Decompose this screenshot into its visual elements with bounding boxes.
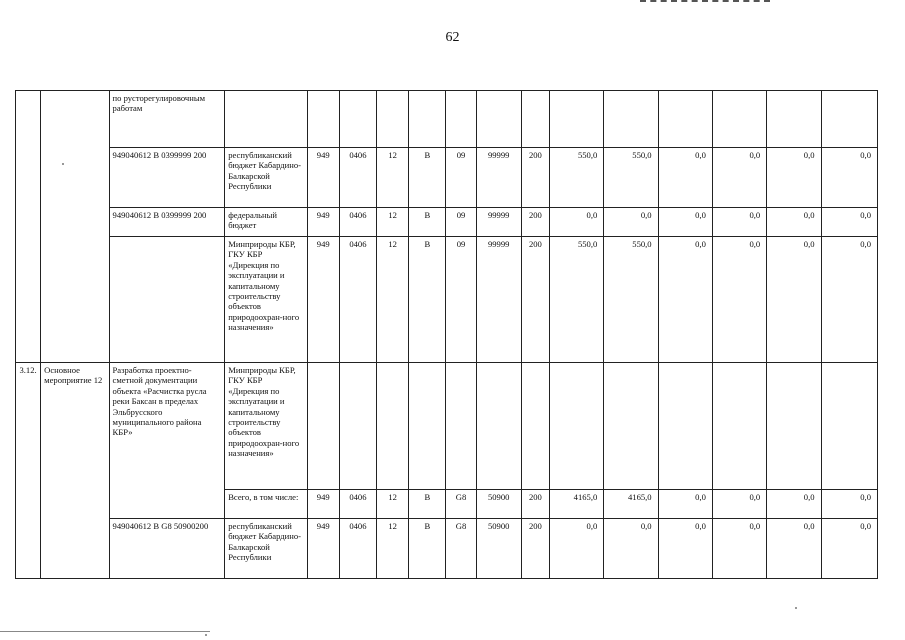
amount-cell <box>658 91 712 148</box>
direction-code-cell <box>476 363 521 490</box>
amount-cell <box>549 363 603 490</box>
amount-cell: 4165,0 <box>549 490 603 519</box>
section-code-cell: 0406 <box>339 208 376 237</box>
event-code-cell: 09 <box>446 208 476 237</box>
expense-type-cell: 200 <box>521 519 549 579</box>
source-cell <box>225 91 307 148</box>
event-code-cell: G8 <box>446 490 476 519</box>
subprogram-code-cell: В <box>409 208 446 237</box>
amount-cell: 0,0 <box>767 208 821 237</box>
expense-type-cell <box>521 91 549 148</box>
subprogram-code-cell: В <box>409 148 446 208</box>
program-code-cell <box>377 363 409 490</box>
table-row <box>16 519 878 579</box>
description-cell: 949040612 В G8 50900200 <box>109 519 225 579</box>
table-row <box>16 237 878 363</box>
table-row <box>16 363 878 490</box>
program-code-cell: 12 <box>377 208 409 237</box>
section-code-cell: 0406 <box>339 490 376 519</box>
amount-cell: 0,0 <box>821 148 877 208</box>
program-code-cell: 12 <box>377 148 409 208</box>
page-number: 62 <box>445 30 460 45</box>
expense-type-cell: 200 <box>521 237 549 363</box>
source-cell: федеральный бюджет <box>225 208 307 237</box>
scan-speck <box>62 163 64 165</box>
amount-cell: 0,0 <box>712 148 766 208</box>
budget-code-cell: 949 <box>307 208 339 237</box>
subprogram-code-cell <box>409 363 446 490</box>
amount-cell: 550,0 <box>549 237 603 363</box>
item-type-cell: Основное мероприятие 12 <box>41 363 109 579</box>
scan-edge-mark <box>640 0 770 6</box>
direction-code-cell <box>476 91 521 148</box>
table-row <box>16 148 878 208</box>
event-code-cell <box>446 363 476 490</box>
amount-cell: 0,0 <box>604 519 658 579</box>
amount-cell: 0,0 <box>658 148 712 208</box>
section-code-cell: 0406 <box>339 519 376 579</box>
amount-cell: 550,0 <box>604 148 658 208</box>
description-cell: 949040612 В 0399999 200 <box>109 208 225 237</box>
amount-cell <box>767 363 821 490</box>
program-code-cell: 12 <box>377 519 409 579</box>
event-code-cell: G8 <box>446 519 476 579</box>
direction-code-cell: 99999 <box>476 148 521 208</box>
expense-type-cell <box>521 363 549 490</box>
amount-cell: 0,0 <box>549 519 603 579</box>
amount-cell: 0,0 <box>712 490 766 519</box>
amount-cell <box>821 363 877 490</box>
scan-speck <box>205 634 207 636</box>
amount-cell: 0,0 <box>821 519 877 579</box>
amount-cell <box>821 91 877 148</box>
amount-cell: 0,0 <box>658 237 712 363</box>
amount-cell <box>604 363 658 490</box>
direction-code-cell: 99999 <box>476 208 521 237</box>
amount-cell: 0,0 <box>767 490 821 519</box>
amount-cell <box>767 91 821 148</box>
budget-code-cell: 949 <box>307 519 339 579</box>
amount-cell: 0,0 <box>712 237 766 363</box>
expense-type-cell: 200 <box>521 490 549 519</box>
description-cell: 949040612 В 0399999 200 <box>109 148 225 208</box>
direction-code-cell: 99999 <box>476 237 521 363</box>
budget-code-cell: 949 <box>307 237 339 363</box>
amount-cell: 0,0 <box>821 208 877 237</box>
amount-cell: 550,0 <box>604 237 658 363</box>
amount-cell: 0,0 <box>767 148 821 208</box>
amount-cell <box>604 91 658 148</box>
budget-code-cell: 949 <box>307 148 339 208</box>
program-code-cell: 12 <box>377 237 409 363</box>
amount-cell: 0,0 <box>658 519 712 579</box>
subprogram-code-cell <box>409 91 446 148</box>
event-code-cell <box>446 91 476 148</box>
section-code-cell <box>339 363 376 490</box>
amount-cell: 0,0 <box>658 208 712 237</box>
amount-cell: 0,0 <box>604 208 658 237</box>
expense-type-cell: 200 <box>521 148 549 208</box>
program-code-cell <box>377 91 409 148</box>
amount-cell: 0,0 <box>821 490 877 519</box>
amount-cell: 0,0 <box>712 519 766 579</box>
amount-cell: 0,0 <box>658 490 712 519</box>
event-code-cell: 09 <box>446 148 476 208</box>
budget-code-cell <box>307 363 339 490</box>
description-cell <box>109 237 225 363</box>
subprogram-code-cell: В <box>409 519 446 579</box>
event-code-cell: 09 <box>446 237 476 363</box>
row-number-cell <box>16 91 41 363</box>
budget-code-cell <box>307 91 339 148</box>
subprogram-code-cell: В <box>409 237 446 363</box>
amount-cell: 0,0 <box>767 237 821 363</box>
table-row <box>16 91 878 148</box>
subprogram-code-cell: В <box>409 490 446 519</box>
amount-cell <box>658 363 712 490</box>
source-cell: Минприроды КБР, ГКУ КБР «Дирекция по эксплуатации и капитальному строительству объектов природоохран-ного назначения» <box>225 363 307 490</box>
description-cell: Разработка проектно-сметной документации объекта «Расчистка русла реки Баксан в пределах Эльбрусского муниципального района КБР» <box>109 363 225 519</box>
budget-code-cell: 949 <box>307 490 339 519</box>
section-code-cell <box>339 91 376 148</box>
program-code-cell: 12 <box>377 490 409 519</box>
amount-cell: 0,0 <box>549 208 603 237</box>
section-code-cell: 0406 <box>339 148 376 208</box>
amount-cell <box>712 363 766 490</box>
item-type-cell <box>41 91 109 363</box>
row-number-cell: 3.12. <box>16 363 41 579</box>
budget-table <box>15 90 878 579</box>
source-cell: республиканский бюджет Кабардино-Балкарской Республики <box>225 148 307 208</box>
amount-cell <box>549 91 603 148</box>
amount-cell: 0,0 <box>712 208 766 237</box>
expense-type-cell: 200 <box>521 208 549 237</box>
description-cell: по русторегулировочным работам <box>109 91 225 148</box>
amount-cell: 0,0 <box>821 237 877 363</box>
scan-bottom-rule <box>0 631 210 632</box>
amount-cell: 4165,0 <box>604 490 658 519</box>
section-code-cell: 0406 <box>339 237 376 363</box>
direction-code-cell: 50900 <box>476 519 521 579</box>
scan-speck <box>795 607 797 609</box>
source-cell: республиканский бюджет Кабардино-Балкарской Республики <box>225 519 307 579</box>
amount-cell <box>712 91 766 148</box>
amount-cell: 0,0 <box>767 519 821 579</box>
amount-cell: 550,0 <box>549 148 603 208</box>
source-cell: Минприроды КБР, ГКУ КБР «Дирекция по эксплуатации и капитальному строительству объектов природоохран-ного назначения» <box>225 237 307 363</box>
source-cell: Всего, в том числе: <box>225 490 307 519</box>
table-row <box>16 208 878 237</box>
direction-code-cell: 50900 <box>476 490 521 519</box>
